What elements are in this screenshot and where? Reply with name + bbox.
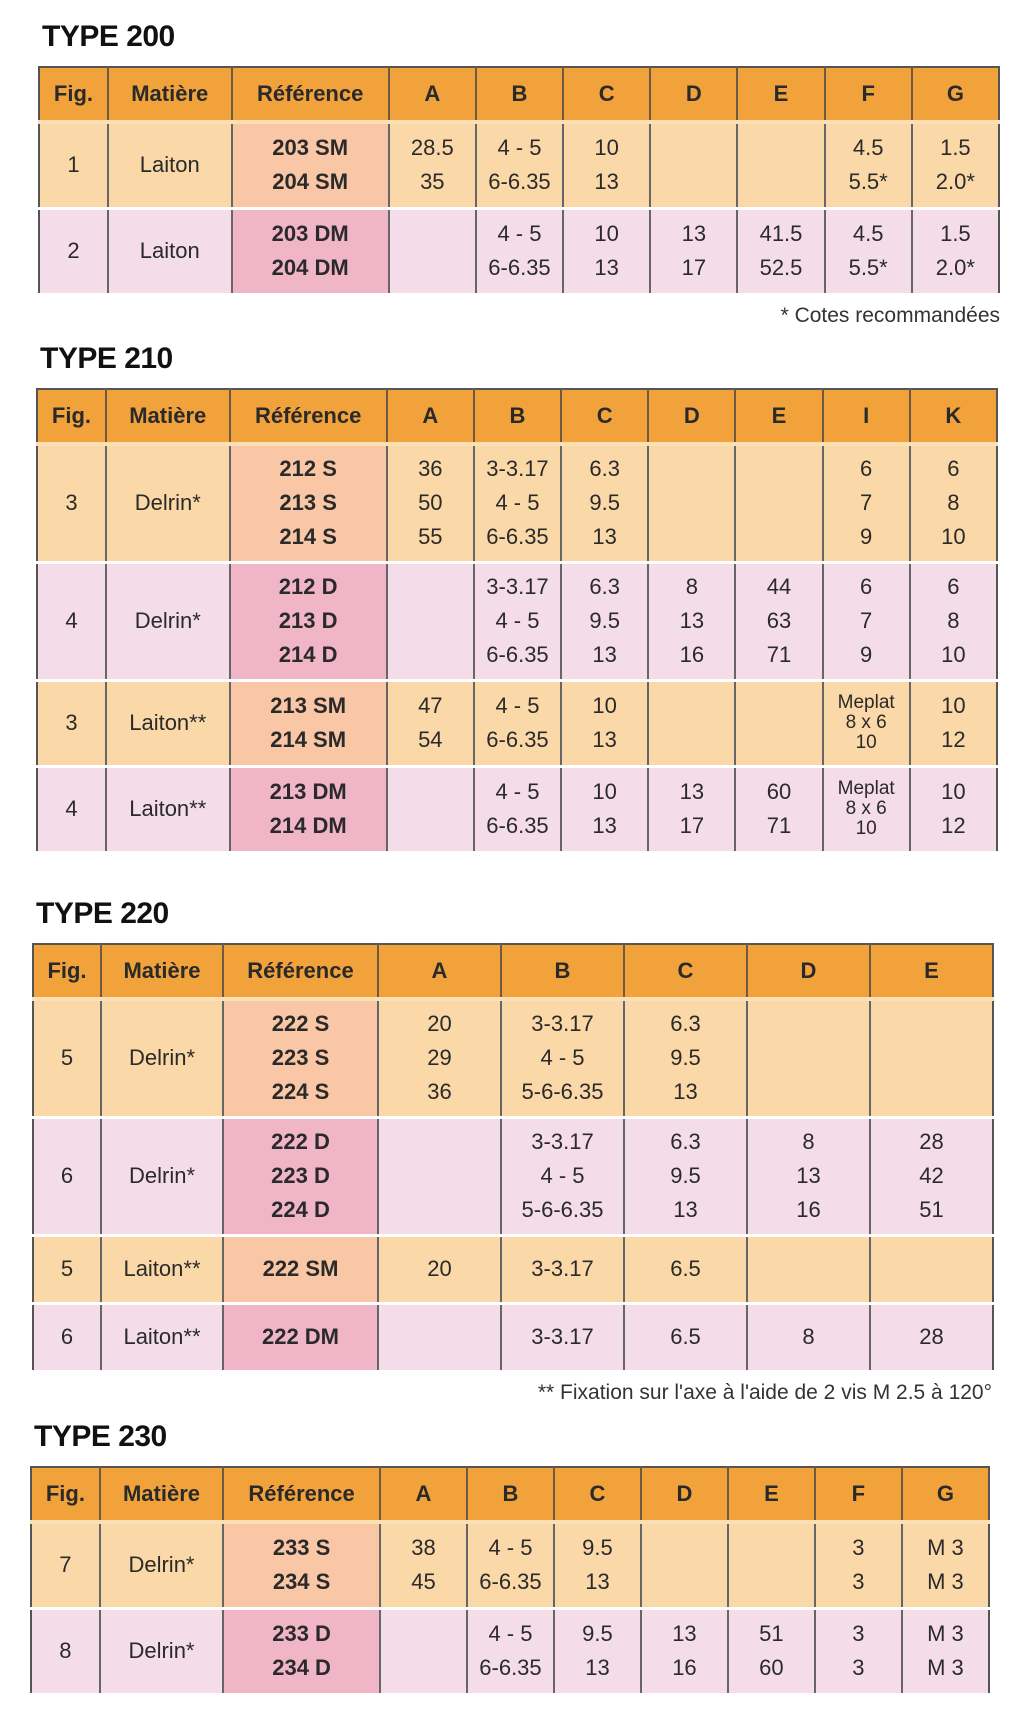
cell-k: 6 8 10 xyxy=(910,562,997,680)
table-row xyxy=(31,1522,989,1608)
cell-b: 3-3.17 4 - 5 6-6.35 xyxy=(474,562,561,680)
col-header: F xyxy=(825,67,912,122)
cell-ref: 213 DM 214 DM xyxy=(230,766,387,852)
cell-i: 6 7 9 xyxy=(823,444,910,562)
cell-ref: 213 SM 214 SM xyxy=(230,680,387,766)
col-header: C xyxy=(563,67,650,122)
cell-c: 6.3 9.5 13 xyxy=(561,444,648,562)
table-row xyxy=(37,766,997,852)
col-header: Matière xyxy=(101,944,223,999)
cell-d xyxy=(648,444,735,562)
cell-matiere: Delrin* xyxy=(106,562,230,680)
cell-g: M 3 M 3 xyxy=(902,1608,989,1694)
cell-fig: 5 xyxy=(33,1235,101,1303)
col-header: G xyxy=(912,67,999,122)
cell-f: 4.5 5.5* xyxy=(825,122,912,208)
footnote-cotes: * Cotes recommandées xyxy=(780,303,1000,327)
cell-a xyxy=(387,766,474,852)
cell-f: 4.5 5.5* xyxy=(825,208,912,294)
cell-e: 28 xyxy=(870,1303,993,1371)
header-row xyxy=(39,67,999,122)
col-header: Matière xyxy=(106,389,230,444)
col-header: Matière xyxy=(108,67,232,122)
cell-a xyxy=(389,208,476,294)
section-type-220 xyxy=(32,897,992,1411)
cell-d: 13 17 xyxy=(650,208,737,294)
cell-ref: 222 SM xyxy=(223,1235,378,1303)
col-header: Référence xyxy=(230,389,387,444)
col-header: E xyxy=(737,67,824,122)
table-row xyxy=(33,1117,993,1235)
cell-matiere: Delrin* xyxy=(100,1522,223,1608)
cell-ref: 212 S 213 S 214 S xyxy=(230,444,387,562)
cell-ref: 233 D 234 D xyxy=(223,1608,380,1694)
cell-d xyxy=(648,680,735,766)
cell-fig: 6 xyxy=(33,1303,101,1371)
cell-ref: 212 D 213 D 214 D xyxy=(230,562,387,680)
col-header: I xyxy=(823,389,910,444)
cell-ref: 233 S 234 S xyxy=(223,1522,380,1608)
cell-a: 20 29 36 xyxy=(378,999,501,1117)
cell-b: 4 - 5 6-6.35 xyxy=(476,208,563,294)
table-row xyxy=(37,444,997,562)
cell-e: 41.5 52.5 xyxy=(737,208,824,294)
type-220-table xyxy=(32,943,994,1373)
col-header: E xyxy=(870,944,993,999)
cell-d: 8 13 16 xyxy=(747,1117,870,1235)
cell-c: 9.5 13 xyxy=(554,1522,641,1608)
cell-g: 1.5 2.0* xyxy=(912,208,999,294)
cell-matiere: Delrin* xyxy=(100,1608,223,1694)
cell-ref: 222 S 223 S 224 S xyxy=(223,999,378,1117)
cell-ref: 203 DM 204 DM xyxy=(232,208,389,294)
cell-matiere: Laiton xyxy=(108,122,232,208)
cell-d xyxy=(641,1522,728,1608)
col-header: Fig. xyxy=(31,1467,100,1522)
cell-k: 10 12 xyxy=(910,766,997,852)
cell-matiere: Delrin* xyxy=(101,1117,223,1235)
col-header: A xyxy=(380,1467,467,1522)
type-210-table xyxy=(36,388,998,854)
table-row xyxy=(39,208,999,294)
col-header: A xyxy=(389,67,476,122)
cell-b: 3-3.17 4 - 5 6-6.35 xyxy=(474,444,561,562)
table-row xyxy=(39,122,999,208)
cell-d xyxy=(650,122,737,208)
cell-fig: 3 xyxy=(37,680,106,766)
cell-k: 10 12 xyxy=(910,680,997,766)
cell-c: 10 13 xyxy=(561,766,648,852)
cell-c: 6.3 9.5 13 xyxy=(624,999,747,1117)
col-header: G xyxy=(902,1467,989,1522)
cell-a: 20 xyxy=(378,1235,501,1303)
cell-a: 28.5 35 xyxy=(389,122,476,208)
cell-e xyxy=(735,680,822,766)
col-header: C xyxy=(561,389,648,444)
cell-c: 6.5 xyxy=(624,1235,747,1303)
cell-matiere: Delrin* xyxy=(101,999,223,1117)
table-row xyxy=(37,680,997,766)
cell-fig: 3 xyxy=(37,444,106,562)
cell-i: 6 7 9 xyxy=(823,562,910,680)
cell-fig: 4 xyxy=(37,766,106,852)
cell-fig: 8 xyxy=(31,1608,100,1694)
section-title: TYPE 230 xyxy=(34,1420,167,1453)
cell-fig: 2 xyxy=(39,208,108,294)
col-header: C xyxy=(554,1467,641,1522)
cell-b: 4 - 5 6-6.35 xyxy=(467,1522,554,1608)
col-header: B xyxy=(476,67,563,122)
cell-d xyxy=(747,1235,870,1303)
cell-matiere: Laiton** xyxy=(101,1235,223,1303)
section-type-230 xyxy=(30,1420,990,1696)
col-header: D xyxy=(650,67,737,122)
cell-ref: 203 SM 204 SM xyxy=(232,122,389,208)
cell-f: 3 3 xyxy=(815,1608,902,1694)
cell-c: 10 13 xyxy=(563,208,650,294)
cell-a: 47 54 xyxy=(387,680,474,766)
cell-f: 3 3 xyxy=(815,1522,902,1608)
cell-fig: 5 xyxy=(33,999,101,1117)
cell-a: 36 50 55 xyxy=(387,444,474,562)
cell-e xyxy=(870,999,993,1117)
cell-c: 10 13 xyxy=(561,680,648,766)
cell-k: 6 8 10 xyxy=(910,444,997,562)
cell-a xyxy=(378,1117,501,1235)
cell-d: 8 xyxy=(747,1303,870,1371)
cell-a xyxy=(380,1608,467,1694)
type-200-table xyxy=(38,66,1000,296)
header-row xyxy=(31,1467,989,1522)
cell-fig: 1 xyxy=(39,122,108,208)
cell-b: 4 - 5 6-6.35 xyxy=(467,1608,554,1694)
header-row xyxy=(33,944,993,999)
table-row xyxy=(33,1303,993,1371)
col-header: Fig. xyxy=(37,389,106,444)
cell-c: 6.3 9.5 13 xyxy=(624,1117,747,1235)
cell-d xyxy=(747,999,870,1117)
cell-b: 3-3.17 4 - 5 5-6-6.35 xyxy=(501,999,624,1117)
col-header: B xyxy=(474,389,561,444)
cell-b: 3-3.17 xyxy=(501,1303,624,1371)
col-header: A xyxy=(378,944,501,999)
cell-b: 4 - 5 6-6.35 xyxy=(474,680,561,766)
col-header: D xyxy=(747,944,870,999)
table-row xyxy=(37,562,997,680)
cell-e xyxy=(728,1522,815,1608)
cell-matiere: Laiton xyxy=(108,208,232,294)
col-header: A xyxy=(387,389,474,444)
cell-fig: 6 xyxy=(33,1117,101,1235)
cell-d: 13 17 xyxy=(648,766,735,852)
col-header: Fig. xyxy=(33,944,101,999)
cell-b: 4 - 5 6-6.35 xyxy=(474,766,561,852)
cell-a xyxy=(387,562,474,680)
section-title: TYPE 210 xyxy=(40,342,173,375)
col-header: K xyxy=(910,389,997,444)
cell-i: Meplat 8 x 6 10 xyxy=(823,680,910,766)
cell-ref: 222 DM xyxy=(223,1303,378,1371)
cell-a: 38 45 xyxy=(380,1522,467,1608)
cell-c: 9.5 13 xyxy=(554,1608,641,1694)
cell-d: 13 16 xyxy=(641,1608,728,1694)
cell-i: Meplat 8 x 6 10 xyxy=(823,766,910,852)
col-header: Fig. xyxy=(39,67,108,122)
cell-b: 3-3.17 xyxy=(501,1235,624,1303)
cell-e: 51 60 xyxy=(728,1608,815,1694)
col-header: C xyxy=(624,944,747,999)
col-header: Matière xyxy=(100,1467,223,1522)
col-header: Référence xyxy=(223,1467,380,1522)
cell-c: 6.3 9.5 13 xyxy=(561,562,648,680)
table-row xyxy=(33,1235,993,1303)
section-type-210 xyxy=(36,342,998,854)
type-230-table xyxy=(30,1466,990,1696)
footnote-fixation: ** Fixation sur l'axe à l'aide de 2 vis M 2.5 à 120° xyxy=(537,1380,992,1404)
cell-fig: 4 xyxy=(37,562,106,680)
cell-g: 1.5 2.0* xyxy=(912,122,999,208)
cell-b: 3-3.17 4 - 5 5-6-6.35 xyxy=(501,1117,624,1235)
col-header: Référence xyxy=(223,944,378,999)
table-row xyxy=(31,1608,989,1694)
section-title: TYPE 220 xyxy=(36,897,169,930)
table-row xyxy=(33,999,993,1117)
cell-e: 28 42 51 xyxy=(870,1117,993,1235)
cell-fig: 7 xyxy=(31,1522,100,1608)
cell-e xyxy=(870,1235,993,1303)
cell-d: 8 13 16 xyxy=(648,562,735,680)
cell-g: M 3 M 3 xyxy=(902,1522,989,1608)
cell-ref: 222 D 223 D 224 D xyxy=(223,1117,378,1235)
col-header: B xyxy=(501,944,624,999)
header-row xyxy=(37,389,997,444)
col-header: F xyxy=(815,1467,902,1522)
cell-matiere: Laiton** xyxy=(101,1303,223,1371)
col-header: E xyxy=(728,1467,815,1522)
cell-matiere: Laiton** xyxy=(106,766,230,852)
col-header: D xyxy=(641,1467,728,1522)
section-title: TYPE 200 xyxy=(42,20,175,53)
cell-a xyxy=(378,1303,501,1371)
col-header: B xyxy=(467,1467,554,1522)
cell-b: 4 - 5 6-6.35 xyxy=(476,122,563,208)
cell-e xyxy=(737,122,824,208)
section-type-200 xyxy=(38,20,1000,334)
cell-e: 60 71 xyxy=(735,766,822,852)
col-header: D xyxy=(648,389,735,444)
cell-e: 44 63 71 xyxy=(735,562,822,680)
cell-c: 10 13 xyxy=(563,122,650,208)
col-header: E xyxy=(735,389,822,444)
cell-e xyxy=(735,444,822,562)
cell-c: 6.5 xyxy=(624,1303,747,1371)
cell-matiere: Delrin* xyxy=(106,444,230,562)
cell-matiere: Laiton** xyxy=(106,680,230,766)
col-header: Référence xyxy=(232,67,389,122)
